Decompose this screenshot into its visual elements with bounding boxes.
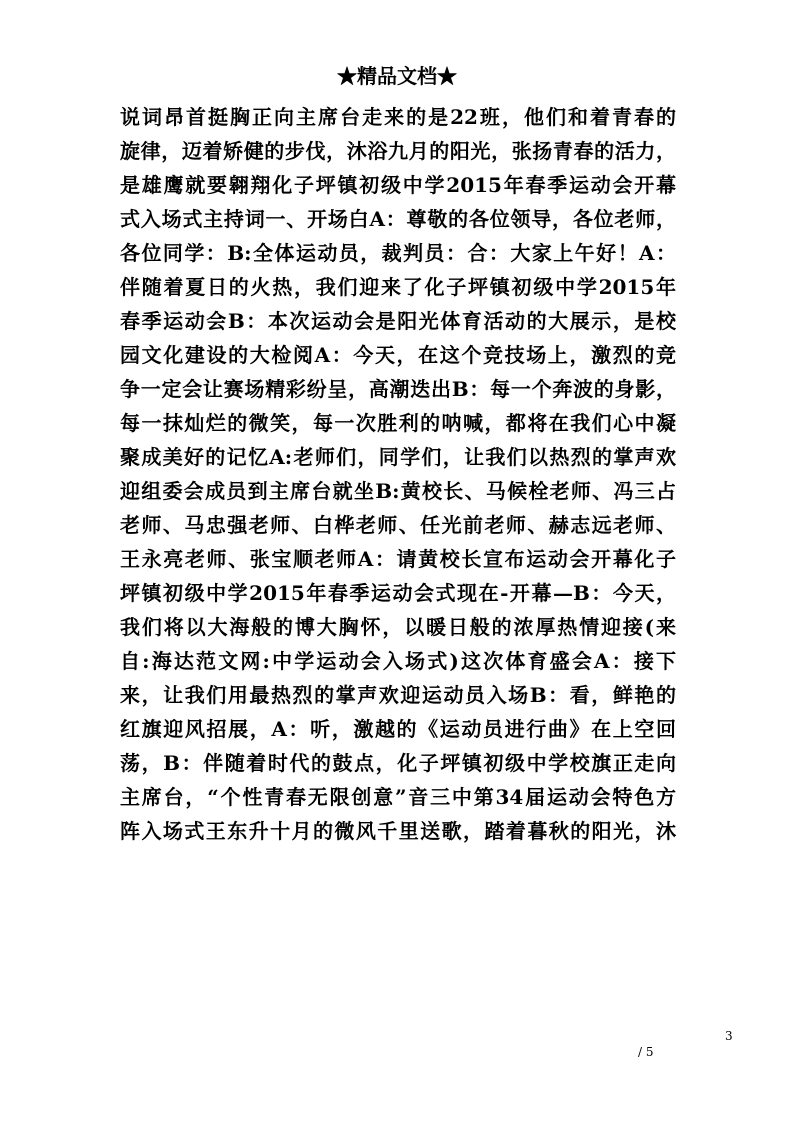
body-line: 红旗迎风招展，A：听，激越的《运动员进行曲》在上空回 [120, 717, 676, 741]
body-line: 园文化建设的大检阅A：今天，在这个竞技场上，激烈的竞 [120, 343, 676, 367]
document-header-title: ★精品文档★ [337, 64, 457, 88]
body-line: 坪镇初级中学2015年春季运动会式现在-开幕—B：今天， [120, 581, 676, 605]
body-line: 荡，B：伴随着时代的鼓点，化子坪镇初级中学校旗正走向 [120, 751, 676, 775]
body-line: 各位同学：B:全体运动员，裁判员：合：大家上午好！A： [120, 241, 676, 265]
body-line: 王永亮老师、张宝顺老师A：请黄校长宣布运动会开幕化子 [120, 547, 676, 571]
body-line: 春季运动会B：本次运动会是阳光体育活动的大展示，是校 [120, 309, 676, 333]
body-line: 来，让我们用最热烈的掌声欢迎运动员入场B：看，鲜艳的 [120, 683, 676, 707]
body-line: 我们将以大海般的博大胸怀，以暖日般的浓厚热情迎接(来 [120, 615, 676, 639]
body-line: 说词昂首挺胸正向主席台走来的是22班，他们和着青春的 [120, 105, 676, 129]
body-line: 迎组委会成员到主席台就坐B:黄校长、马候栓老师、冯三占 [120, 479, 676, 503]
body-line: 伴随着夏日的火热，我们迎来了化子坪镇初级中学2015年 [120, 275, 676, 299]
body-line: 旋律，迈着矫健的步伐，沐浴九月的阳光，张扬青春的活力， [120, 139, 676, 163]
body-line: 争一定会让赛场精彩纷呈，高潮迭出B：每一个奔波的身影， [120, 377, 676, 401]
body-line: 阵入场式王东升十月的微风千里送歌，踏着暮秋的阳光，沐 [120, 819, 676, 843]
body-line: 每一抹灿烂的微笑，每一次胜利的呐喊，都将在我们心中凝 [120, 411, 676, 435]
body-line: 聚成美好的记忆A:老师们，同学们，让我们以热烈的掌声欢 [120, 445, 676, 469]
body-line: 式入场式主持词一、开场白A：尊敬的各位领导，各位老师， [120, 207, 676, 231]
body-line: 老师、马忠强老师、白桦老师、任光前老师、赫志远老师、 [120, 513, 676, 537]
body-line: 主席台，“个性青春无限创意”音三中第34届运动会特色方 [120, 785, 676, 809]
page-number: 3 [725, 1029, 733, 1043]
page-total: / 5 [638, 1045, 654, 1059]
body-line: 自:海达范文网:中学运动会入场式)这次体育盛会A：接下 [120, 649, 676, 673]
body-line: 是雄鹰就要翱翔化子坪镇初级中学2015年春季运动会开幕 [120, 173, 676, 197]
document-body [120, 100, 676, 848]
